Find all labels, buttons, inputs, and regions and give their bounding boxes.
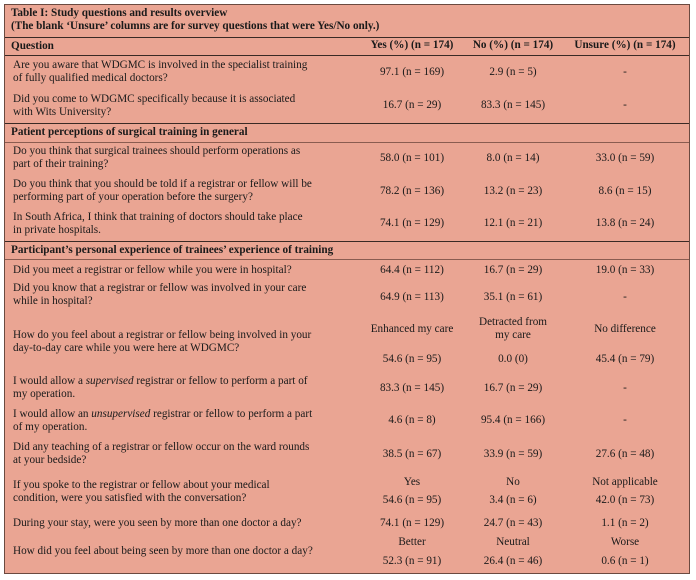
question-cell	[13, 441, 358, 467]
yes-value: 54.6 (n = 95)	[382, 494, 442, 506]
unsure-value: 45.4 (n = 79)	[595, 353, 655, 365]
unsure-value: 8.6 (n = 15)	[598, 185, 652, 197]
question-line: How did you feel about being seen by more than one doctor a day?	[13, 545, 313, 557]
yes-value: 52.3 (n = 91)	[382, 555, 442, 567]
section-heading: Patient perceptions of surgical training in general	[11, 126, 248, 138]
question-line: I would allow a supervised registrar or fellow to perform a part of	[13, 375, 308, 387]
no-value: 13.2 (n = 23)	[483, 185, 543, 197]
yes-value: 64.9 (n = 113)	[380, 291, 444, 303]
header-unsure: Unsure (%) (n = 174)	[574, 39, 676, 51]
yes-value: 38.5 (n = 67)	[382, 448, 442, 460]
divider	[5, 259, 689, 260]
header-question: Question	[11, 40, 54, 52]
unsure-value: 19.0 (n = 33)	[595, 264, 655, 276]
question-line: Did any teaching of a registrar or fellow occur on the ward rounds	[13, 441, 310, 453]
question-line: Did you know that a registrar or fellow was involved in your care	[13, 282, 307, 294]
question-line: If you spoke to the registrar or fellow about your medical	[13, 479, 270, 491]
no-value: 2.9 (n = 5)	[489, 66, 537, 78]
question-line: I would allow an unsupervised registrar or fellow to perform a part	[13, 408, 313, 420]
question-line: Did you come to WDGMC specifically because it is associated	[13, 93, 296, 105]
divider	[5, 123, 689, 124]
no-value: 8.0 (n = 14)	[486, 152, 540, 164]
caption-title: Table I: Study questions and results overview	[11, 7, 228, 19]
question-line: of my operation.	[13, 421, 88, 433]
no-value: 24.7 (n = 43)	[483, 517, 543, 529]
unsure-value: 33.0 (n = 59)	[595, 152, 655, 164]
question-cell	[13, 178, 358, 204]
unsure-value: 0.6 (n = 1)	[601, 555, 649, 567]
caption-note: (The blank ‘Unsure’ columns are for survey questions that were Yes/No only.)	[11, 20, 380, 32]
option-label-not-applicable: Not applicable	[592, 476, 658, 488]
unsure-value: -	[623, 99, 627, 111]
unsure-value: -	[623, 66, 627, 78]
option-label-yes: Yes	[403, 476, 421, 488]
option-label-better: Better	[398, 536, 426, 548]
question-cell	[13, 545, 358, 558]
question-cell	[13, 517, 358, 530]
divider	[5, 55, 689, 56]
question-cell	[13, 375, 358, 401]
header-yes: Yes (%) (n = 174)	[370, 39, 454, 51]
question-line: in private hospitals.	[13, 224, 101, 236]
option-label-enhanced: Enhanced my care	[370, 323, 454, 335]
question-line: day-to-day care while you were here at WDGMC?	[13, 342, 240, 354]
question-line: at your bedside?	[13, 454, 87, 466]
unsure-value: -	[623, 414, 627, 426]
question-line: Are you aware that WDGMC is involved in the specialist training	[13, 59, 308, 71]
option-label-no: No	[506, 476, 520, 488]
emphasis-supervised: supervised	[85, 375, 134, 387]
yes-value: 16.7 (n = 29)	[382, 99, 442, 111]
option-label-detracted	[459, 316, 567, 342]
question-line: Do you think that surgical trainees should perform operations as	[13, 145, 301, 157]
question-line: with Wits University?	[13, 106, 112, 118]
divider	[5, 241, 689, 242]
question-cell	[13, 408, 358, 434]
unsure-value: 27.6 (n = 48)	[595, 448, 655, 460]
yes-value: 54.6 (n = 95)	[382, 353, 442, 365]
yes-value: 4.6 (n = 8)	[388, 414, 436, 426]
option-label-line: Detracted from	[478, 316, 548, 328]
unsure-value: -	[623, 291, 627, 303]
header-no: No (%) (n = 174)	[472, 39, 554, 51]
yes-value: 83.3 (n = 145)	[379, 382, 445, 394]
question-cell	[13, 264, 358, 277]
question-line: How do you feel about a registrar or fellow being involved in your	[13, 329, 312, 341]
no-value: 26.4 (n = 46)	[483, 555, 543, 567]
option-label-no-difference: No difference	[594, 323, 656, 335]
no-value: 3.4 (n = 6)	[489, 494, 537, 506]
question-cell	[13, 59, 358, 85]
unsure-value: -	[623, 382, 627, 394]
question-line: In South Africa, I think that training of doctors should take place	[13, 211, 303, 223]
table-caption	[11, 7, 681, 33]
no-value: 83.3 (n = 145)	[480, 99, 546, 111]
unsure-value: 1.1 (n = 2)	[601, 517, 649, 529]
divider	[5, 142, 689, 143]
no-value: 16.7 (n = 29)	[483, 264, 543, 276]
yes-value: 58.0 (n = 101)	[379, 152, 445, 164]
question-line: condition, were you satisfied with the conversation?	[13, 492, 247, 504]
section-heading: Participant’s personal experience of trainees’ experience of training	[11, 244, 334, 256]
option-label-neutral: Neutral	[496, 536, 530, 548]
question-cell	[13, 479, 358, 505]
option-label-worse: Worse	[610, 536, 640, 548]
question-cell	[13, 145, 358, 171]
yes-value: 64.4 (n = 112)	[380, 264, 444, 276]
results-table	[4, 4, 690, 574]
question-line: my operation.	[13, 388, 76, 400]
question-line: part of their training?	[13, 158, 109, 170]
unsure-value: 42.0 (n = 73)	[595, 494, 655, 506]
yes-value: 97.1 (n = 169)	[379, 66, 445, 78]
yes-value: 74.1 (n = 129)	[379, 217, 445, 229]
question-cell	[13, 282, 358, 308]
question-cell	[13, 211, 358, 237]
no-value: 35.1 (n = 61)	[483, 291, 543, 303]
question-cell	[13, 93, 358, 119]
yes-value: 74.1 (n = 129)	[379, 517, 445, 529]
question-line: of fully qualified medical doctors?	[13, 72, 168, 84]
no-value: 33.9 (n = 59)	[483, 448, 543, 460]
no-value: 12.1 (n = 21)	[483, 217, 543, 229]
question-line: During your stay, were you seen by more than one doctor a day?	[13, 517, 302, 529]
question-line: performing part of your operation before the surgery?	[13, 191, 253, 203]
no-value: 0.0 (0)	[498, 353, 528, 365]
question-cell	[13, 329, 358, 355]
unsure-value: 13.8 (n = 24)	[595, 217, 655, 229]
question-line: while in hospital?	[13, 295, 93, 307]
question-line: Do you think that you should be told if a registrar or fellow will be	[13, 178, 312, 190]
no-value: 16.7 (n = 29)	[483, 382, 543, 394]
divider	[5, 37, 689, 38]
emphasis-unsupervised: unsupervised	[91, 408, 151, 420]
no-value: 95.4 (n = 166)	[480, 414, 546, 426]
option-label-line: my care	[495, 329, 531, 341]
yes-value: 78.2 (n = 136)	[379, 185, 445, 197]
question-line: Did you meet a registrar or fellow while you were in hospital?	[13, 264, 292, 276]
